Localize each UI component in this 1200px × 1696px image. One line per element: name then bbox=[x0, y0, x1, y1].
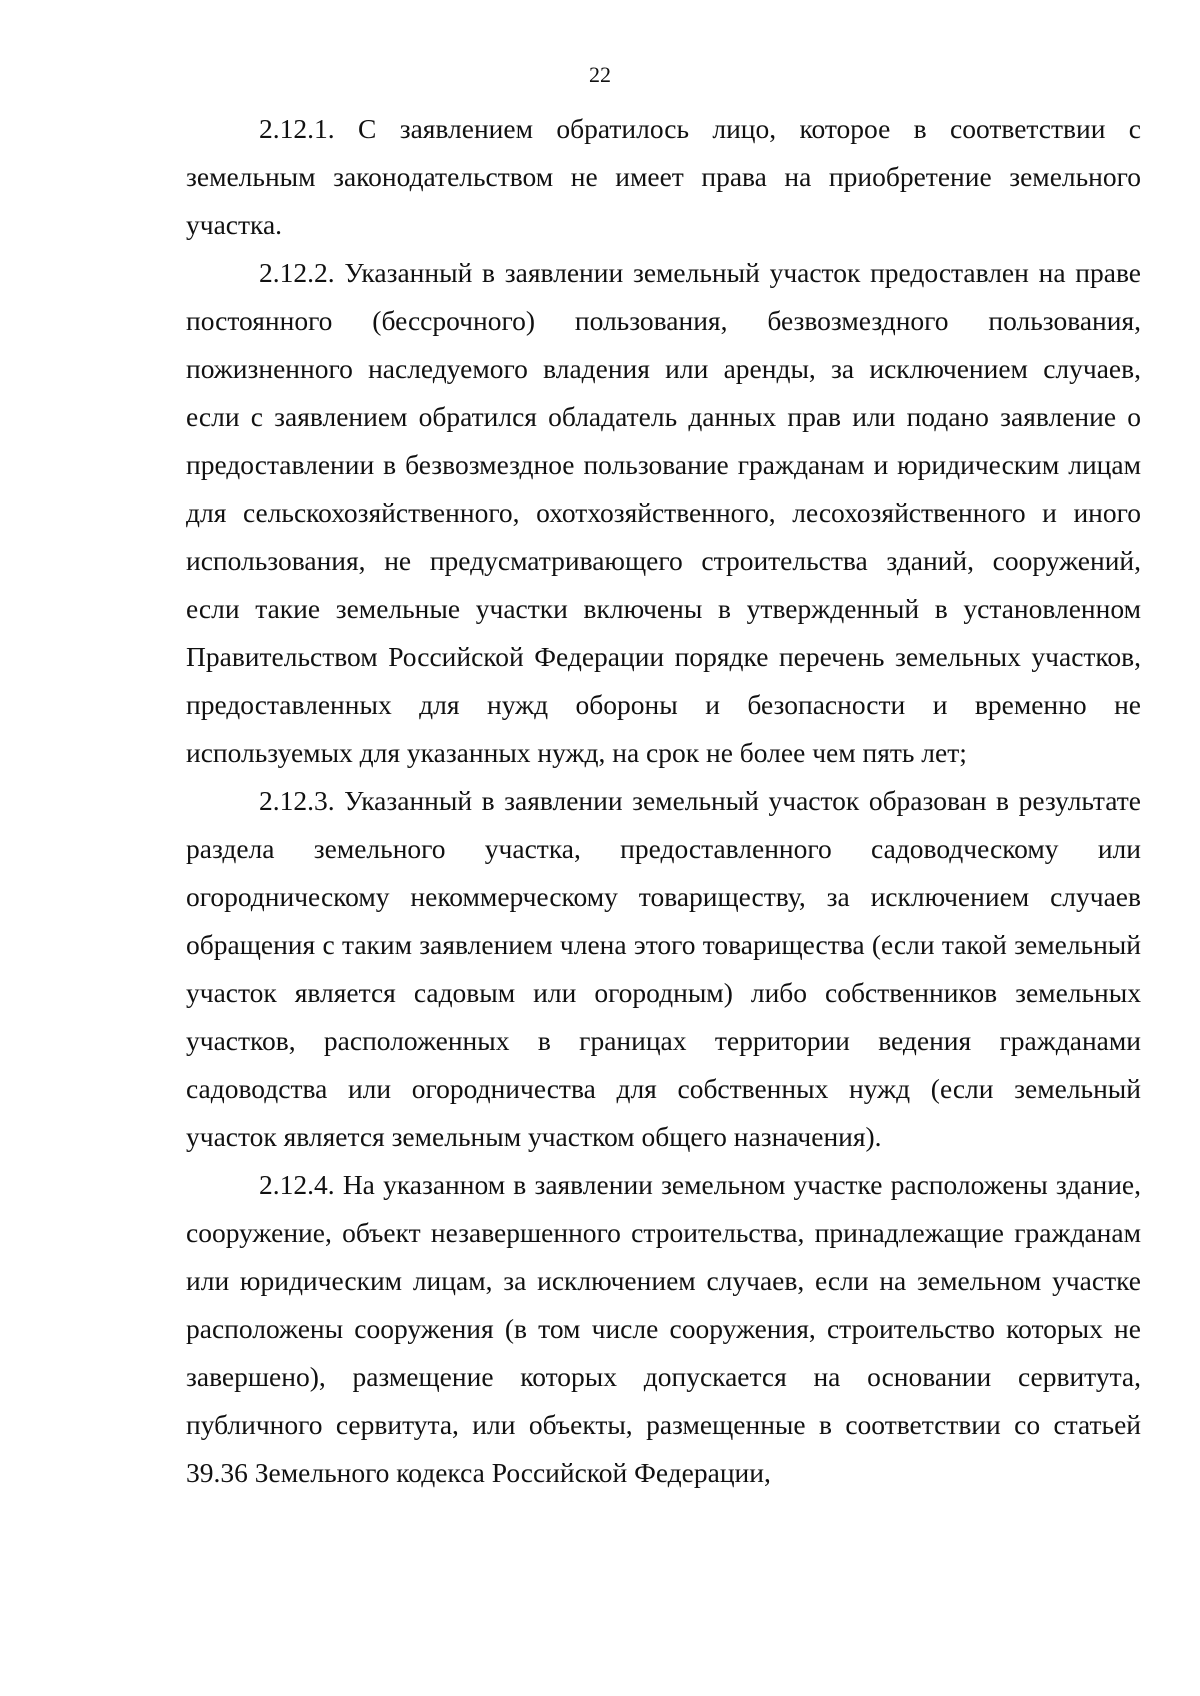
paragraph-2-12-3: 2.12.3. Указанный в заявлении земельный участок образован в результате раздела земельного участка, предоставленного садоводческому или огородническому некоммерческому товариществу, за исключением случаев обращения с таким заявлением члена этого товарищества (если такой земельный участок является садовым или огородным) либо собственников земельных участков, расположенных в границах территории ведения гражданами садоводства или огородничества для собственных нужд (если земельный участок является земельным участком общего назначения). bbox=[186, 785, 1141, 1152]
paragraph-2-12-1: 2.12.1. С заявлением обратилось лицо, которое в соответствии с земельным законодательством не имеет права на приобретение земельного участка. bbox=[186, 113, 1141, 240]
paragraph-2-12-2: 2.12.2. Указанный в заявлении земельный участок предоставлен на праве постоянного (бессрочного) пользования, безвозмездного пользования, пожизненного наследуемого владения или аренды, за исключением случаев, если с заявлением обратился обладатель данных прав или подано заявление о предоставлении в безвозмездное пользование гражданам и юридическим лицам для сельскохозяйственного, охотхозяйственного, лесохозяйственного и иного использования, не предусматривающего строительства зданий, сооружений, если такие земельные участки включены в утвержденный в установленном Правительством Российской Федерации порядке перечень земельных участков, предоставленных для нужд обороны и безопасности и временно не используемых для указанных нужд, на срок не более чем пять лет; bbox=[186, 257, 1141, 768]
document-body bbox=[186, 105, 1141, 1497]
page-number: 22 bbox=[589, 62, 611, 87]
paragraph-2-12-4: 2.12.4. На указанном в заявлении земельном участке расположены здание, сооружение, объект незавершенного строительства, принадлежащие гражданам или юридическим лицам, за исключением случаев, если на земельном участке расположены сооружения (в том числе сооружения, строительство которых не завершено), размещение которых допускается на основании сервитута, публичного сервитута, или объекты, размещенные в соответствии со статьей 39.36 Земельного кодекса Российской Федерации, bbox=[186, 1169, 1141, 1488]
